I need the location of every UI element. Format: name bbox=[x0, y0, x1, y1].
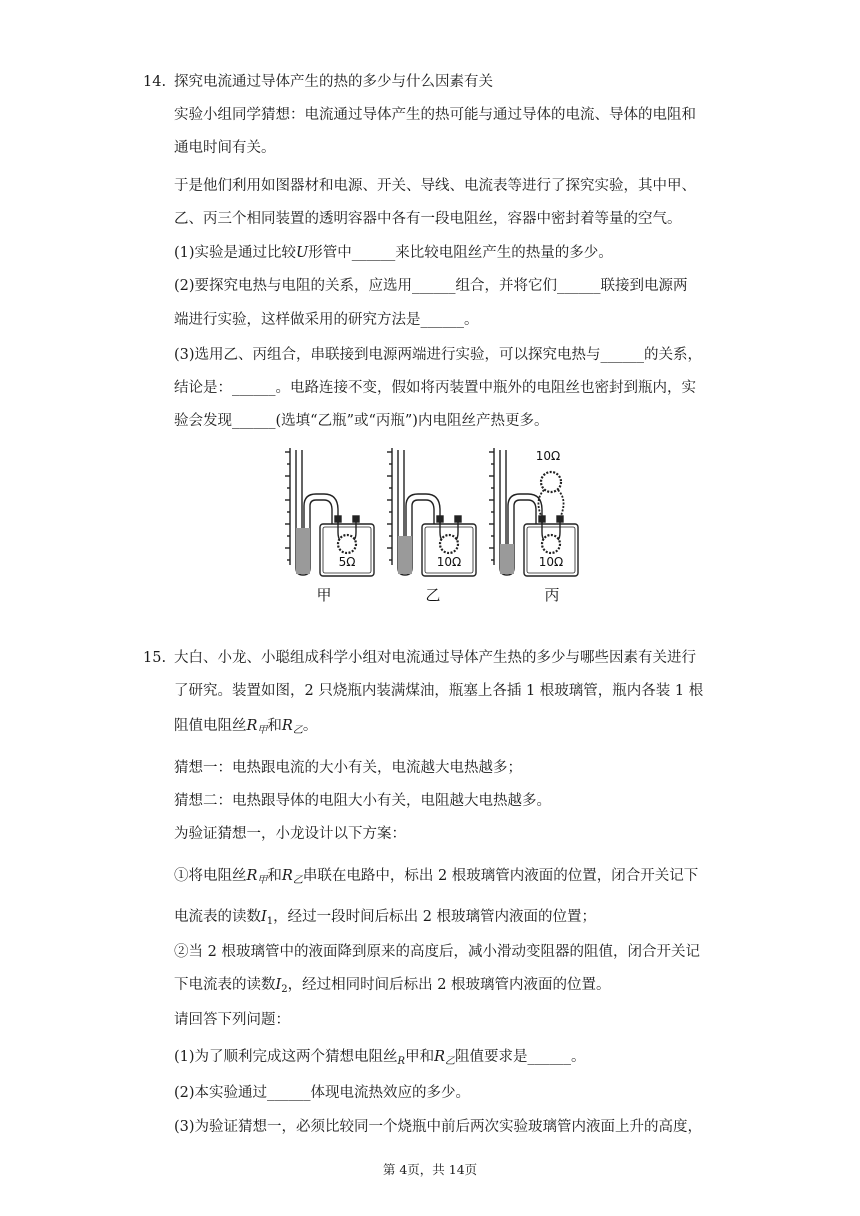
r-symbol: R bbox=[246, 868, 258, 884]
q15-paragraph-1a: 大白、小龙、小聪组成科学小组对电流通过导体产生热的多少与哪些因素有关进行 bbox=[174, 650, 696, 666]
experiment-figure bbox=[280, 440, 590, 610]
r-symbol: R bbox=[434, 1049, 445, 1065]
q15-plan-intro: 为验证猜想一，小龙设计以下方案： bbox=[174, 826, 406, 842]
q15-p1c-pre: 阻值电阻丝 bbox=[174, 718, 247, 734]
q14-subquestion-2b: 端进行实验，这样做采用的研究方法是______。 bbox=[174, 312, 479, 328]
q15-step-1a bbox=[174, 866, 698, 891]
q15-step2b-pre: 下电流表的读数 bbox=[174, 977, 276, 993]
q15-subquestion-2: (2)本实验通过______体现电流热效应的多少。 bbox=[174, 1085, 471, 1101]
q15-s1-pre: (1)为了顺利完成这两个猜想电阻丝 bbox=[174, 1049, 398, 1065]
q15-p1c-mid: 和 bbox=[267, 718, 282, 734]
r-subscript-yi: 乙 bbox=[292, 725, 303, 736]
figure-label-bing: 丙 bbox=[544, 586, 560, 604]
q15-step1b-pre: 电流表的读数 bbox=[174, 909, 261, 925]
r-symbol: R bbox=[246, 718, 258, 734]
apparatus-yi bbox=[387, 448, 476, 576]
resistor-label-yi: 10Ω bbox=[436, 555, 462, 569]
q15-s1-sub: R bbox=[397, 1056, 406, 1067]
q15-paragraph-1c bbox=[174, 716, 317, 741]
q15-guess-1: 猜想一：电热跟电流的大小有关，电流越大电热越多； bbox=[174, 760, 522, 776]
current-subscript: 1 bbox=[266, 916, 274, 927]
q15-step1a-pre: ①将电阻丝 bbox=[174, 868, 247, 884]
current-symbol: I bbox=[261, 909, 267, 925]
q14-title: 探究电流通过导体产生的热的多少与什么因素有关 bbox=[174, 74, 493, 90]
q15-step1a-post: 串联在电路中，标出 2 根玻璃管内液面的位置，闭合开关记下 bbox=[302, 868, 699, 884]
q14-subquestion-3c: 验会发现______(选填“乙瓶”或“丙瓶”)内电阻丝产热更多。 bbox=[174, 413, 549, 429]
r-subscript-jia: 甲 bbox=[257, 875, 268, 886]
r-subscript-jia: 甲 bbox=[257, 725, 268, 736]
q15-subquestion-1 bbox=[174, 1047, 586, 1072]
r-subscript-yi: 乙 bbox=[445, 1056, 455, 1067]
apparatus-jia bbox=[285, 448, 374, 576]
q15-step2b-post: ，经过相同时间后标出 2 根玻璃管内液面的位置。 bbox=[287, 977, 611, 993]
apparatus-bing bbox=[489, 448, 578, 576]
q14-s1-post: 形管中______来比较电阻丝产生的热量的多少。 bbox=[308, 245, 613, 261]
q14-subquestion-3a: (3)选用乙、丙组合，串联接到电源两端进行实验，可以探究电热与______的关系， bbox=[174, 347, 703, 363]
q15-paragraph-1b: 了研究。装置如图，2 只烧瓶内装满煤油，瓶塞上各插 1 根玻璃管，瓶内各装 1 根 bbox=[174, 683, 704, 699]
q15-step-2a: ②当 2 根玻璃管中的液面降到原来的高度后，减小滑动变阻器的阻值，闭合开关记 bbox=[174, 944, 700, 960]
q14-paragraph-2a: 于是他们利用如图器材和电源、开关、导线、电流表等进行了探究实验，其中甲、 bbox=[174, 178, 696, 194]
q15-s1-mid: 甲和 bbox=[405, 1049, 435, 1065]
q15-p1c-post: 。 bbox=[302, 718, 318, 734]
q15-answer-intro: 请回答下列问题： bbox=[174, 1012, 290, 1028]
q15-step1b-post: ，经过一段时间后标出 2 根玻璃管内液面的位置； bbox=[273, 909, 597, 925]
q15-step-2b bbox=[174, 975, 611, 1000]
resistor-label-bing-inside: 10Ω bbox=[538, 555, 564, 569]
question-number-15: 15. bbox=[143, 650, 167, 666]
q15-s1-post: 阻值要求是______。 bbox=[455, 1049, 586, 1065]
q14-s1-var: U bbox=[296, 245, 309, 261]
current-symbol: I bbox=[275, 977, 282, 993]
resistor-label-jia: 5Ω bbox=[338, 555, 356, 569]
r-symbol: R bbox=[281, 868, 293, 884]
q15-step-1b bbox=[174, 907, 596, 932]
resistor-label-bing-outside: 10Ω bbox=[535, 449, 561, 463]
current-subscript: 2 bbox=[281, 984, 288, 995]
q15-step1a-mid: 和 bbox=[267, 868, 282, 884]
q15-guess-2: 猜想二：电热跟导体的电阻大小有关，电阻越大电热越多。 bbox=[174, 793, 551, 809]
q14-paragraph-1a: 实验小组同学猜想：电流通过导体产生的热可能与通过导体的电流、导体的电阻和 bbox=[174, 107, 696, 123]
q15-subquestion-3: (3)为验证猜想一，必须比较同一个烧瓶中前后两次实验玻璃管内液面上升的高度， bbox=[174, 1119, 703, 1135]
q14-subquestion-2a: (2)要探究电热与电阻的关系，应选用______组合，并将它们______联接到电源两 bbox=[174, 278, 688, 294]
q14-paragraph-1b: 通电时间有关。 bbox=[174, 140, 276, 156]
q14-s1-pre: (1)实验是通过比较 bbox=[174, 245, 297, 261]
question-number-14: 14. bbox=[143, 74, 167, 90]
r-symbol: R bbox=[281, 718, 293, 734]
q14-paragraph-2b: 乙、丙三个相同装置的透明容器中各有一段电阻丝，容器中密封着等量的空气。 bbox=[174, 211, 682, 227]
q14-subquestion-3b: 结论是：______。电路连接不变，假如将丙装置中瓶外的电阻丝也密封到瓶内，实 bbox=[174, 380, 696, 396]
q14-subquestion-1 bbox=[174, 243, 613, 263]
r-subscript-yi: 乙 bbox=[292, 875, 303, 886]
figure-label-jia: 甲 bbox=[316, 586, 332, 604]
page-footer: 第 4页，共 14页 bbox=[382, 1162, 478, 1177]
figure-label-yi: 乙 bbox=[425, 586, 441, 604]
